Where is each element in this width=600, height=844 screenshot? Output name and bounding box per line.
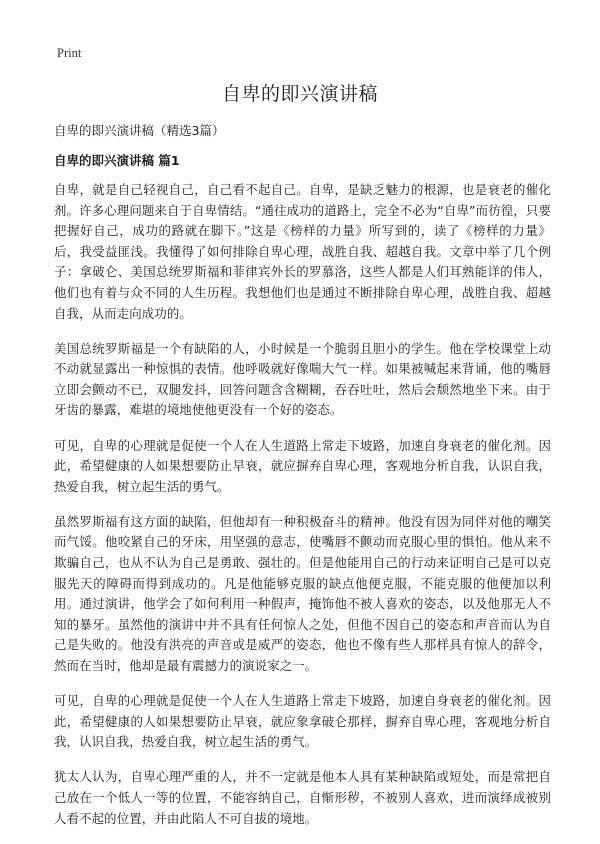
article-body bbox=[54, 180, 551, 844]
paragraph-3: 可见，自卑的心理就是促使一个人在人生道路上常走下坡路，加速自身衰老的催化剂。因此，希望健康的人如果想要防止早衰，就应摒弃自卑心理，客观地分析自我，认识自我，热爱自我，树立起生活的勇气。 bbox=[54, 437, 551, 494]
paragraph-5: 可见，自卑的心理就是促使一个人在人生道路上常走下坡路，加速自身衰老的催化剂。因此，希望健康的人如果想要防止早衰，就应象拿破仑那样，摒弃自卑心理，客观地分析自我，认识自我，热爱自我，树立起生活的勇气。 bbox=[54, 693, 551, 750]
print-link[interactable]: Print bbox=[57, 46, 82, 60]
document-subtitle: 自卑的即兴演讲稿（精选3篇） bbox=[54, 123, 225, 138]
paragraph-6: 犹太人认为，自卑心理严重的人，并不一定就是他本人具有某种缺陷或短处，而是常把自己放在一个低人一等的位置，不能容纳自己，自惭形秽，不被别人喜欢，进而演绎成被别人看不起的位置，并由此陷人不可自拔的境地。 bbox=[54, 769, 551, 826]
section-heading: 自卑的即兴演讲稿 篇1 bbox=[54, 153, 180, 168]
paragraph-4: 虽然罗斯福有这方面的缺陷，但他却有一种积极奋斗的精神。他没有因为同伴对他的嘲笑而气馁。他咬紧自己的牙床，用坚强的意志，使嘴唇不颤动而克服心里的惧怕。他从来不欺骗自己，也从不认为自己是勇敢、强壮的。但是他能用自己的行动来证明自己是可以克服先天的障碍而得到成功的。凡是他能够克服的缺点他便克服，不能克服的他便加以利用。通过演讲，他学会了如何利用一种假声，掩饰他不被人喜欢的姿态，以及他那无人不知的暴牙。虽然他的演讲中并不具有任何惊人之处，但他不因自己的姿态和声音而认为自己是失败的。他没有洪亮的声音或是威严的姿态，他也不像有些人那样具有惊人的辞令，然而在当时，他却是最有震撼力的演说家之一。 bbox=[54, 513, 551, 673]
paragraph-2: 美国总统罗斯福是一个有缺陷的人，小时候是一个脆弱且胆小的学生。他在学校课堂上动不动就显露出一种惊惧的表情。他呼吸就好像喘大气一样。如果被喊起来背诵，他的嘴唇立即会颤动不已，双腿发抖，回答问题含含糊糊，吞吞吐吐，然后会颓然地坐下来。由于牙齿的暴露，难堪的境地使他更没有一个好的姿态。 bbox=[54, 340, 551, 418]
paragraph-1: 自卑，就是自己轻视自己，自己看不起自己。自卑，是缺乏魅力的根源，也是衰老的催化剂。许多心理问题来自于自卑情结。“通往成功的道路上，完全不必为“自卑”而彷徨，只要把握好自己，成功的路就在脚下。”这是《榜样的力量》所写到的，读了《榜样的力量》后，我受益匪浅。我懂得了如何排除自卑心理，战胜自我、超越自我。文章中举了几个例子：拿破仑、美国总统罗斯福和菲律宾外长的罗慕洛，这些人都是人们耳熟能详的伟人，他们也有着与众不同的人生历程。我想他们也是通过不断排除自卑心理，战胜自我、超越自我，从而走向成功的。 bbox=[54, 182, 551, 321]
document-title: 自卑的即兴演讲稿 bbox=[221, 83, 378, 105]
